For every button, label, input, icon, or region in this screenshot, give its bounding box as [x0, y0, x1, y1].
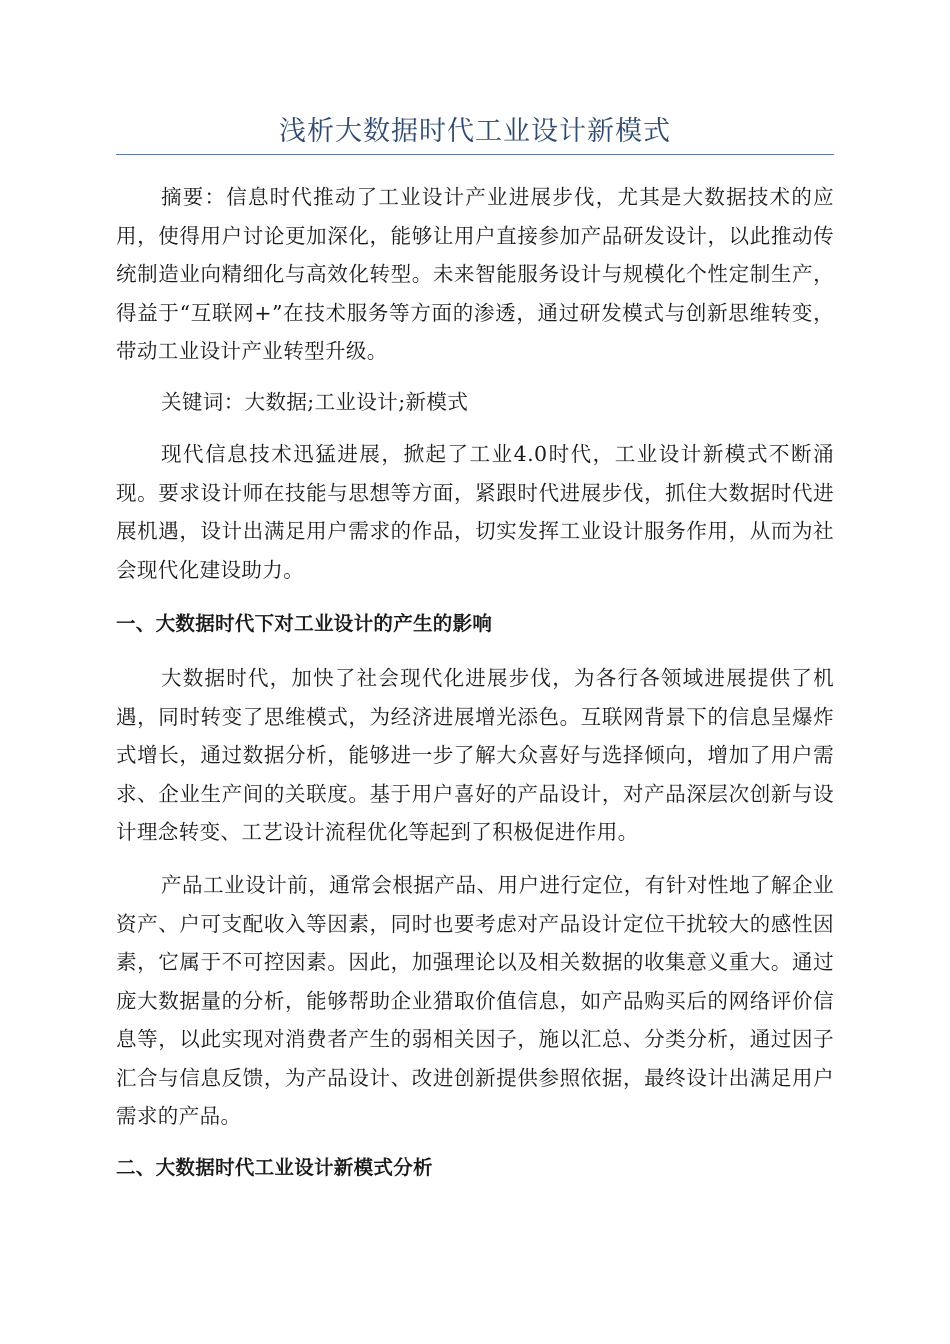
section-2-heading: 二、大数据时代工业设计新模式分析: [116, 1156, 433, 1179]
section-1-heading: 一、大数据时代下对工业设计的产生的影响: [116, 612, 493, 635]
section-2-heading-block: [116, 1153, 834, 1183]
section-1-heading-block: [116, 609, 834, 639]
section-1-paragraph-2: 产品工业设计前，通常会根据产品、用户进行定位，有针对性地了解企业资产、户可支配收入等因素，同时也要考虑对产品设计定位干扰较大的感性因素，它属于不可控因素。因此，加强理论以及相关数据的收集意义重大。通过庞大数据量的分析，能够帮助企业猎取价值信息，如产品购买后的网络评价信息等，以此实现对消费者产生的弱相关因子，施以汇总、分类分析，通过因子汇合与信息反馈，为产品设计、改进创新提供参照依据，最终设计出满足用户需求的产品。: [116, 873, 834, 1128]
keywords-line: 关键词：大数据;工业设计;新模式: [161, 390, 469, 414]
document-title: 浅析大数据时代工业设计新模式: [279, 116, 671, 147]
section-1-paragraph-2-block: [116, 866, 834, 1136]
intro-block: [116, 435, 834, 589]
abstract-block: [116, 178, 834, 371]
intro-paragraph: 现代信息技术迅猛进展，掀起了工业4.0时代，工业设计新模式不断涌现。要求设计师在技能与思想等方面，紧跟时代进展步伐，抓住大数据时代进展机遇，设计出满足用户需求的作品，切实发挥工业设计服务作用，从而为社会现代化建设助力。: [116, 442, 834, 582]
abstract-paragraph: 摘要：信息时代推动了工业设计产业进展步伐，尤其是大数据技术的应用，使得用户讨论更加深化，能够让用户直接参加产品研发设计，以此推动传统制造业向精细化与高效化转型。未来智能服务设计与规模化个性定制生产，得益于“互联网+”在技术服务等方面的渗透，通过研发模式与创新思维转变，带动工业设计产业转型升级。: [116, 185, 834, 363]
title-underline: [116, 154, 834, 155]
section-1-paragraph-1: 大数据时代，加快了社会现代化进展步伐，为各行各领域进展提供了机遇，同时转变了思维模式，为经济进展增光添色。互联网背景下的信息呈爆炸式增长，通过数据分析，能够进一步了解大众喜好与选择倾向，增加了用户需求、企业生产间的关联度。基于用户喜好的产品设计，对产品深层次创新与设计理念转变、工艺设计流程优化等起到了积极促进作用。: [116, 666, 834, 844]
section-1-paragraph-1-block: [116, 659, 834, 852]
keywords-block: [116, 383, 834, 422]
